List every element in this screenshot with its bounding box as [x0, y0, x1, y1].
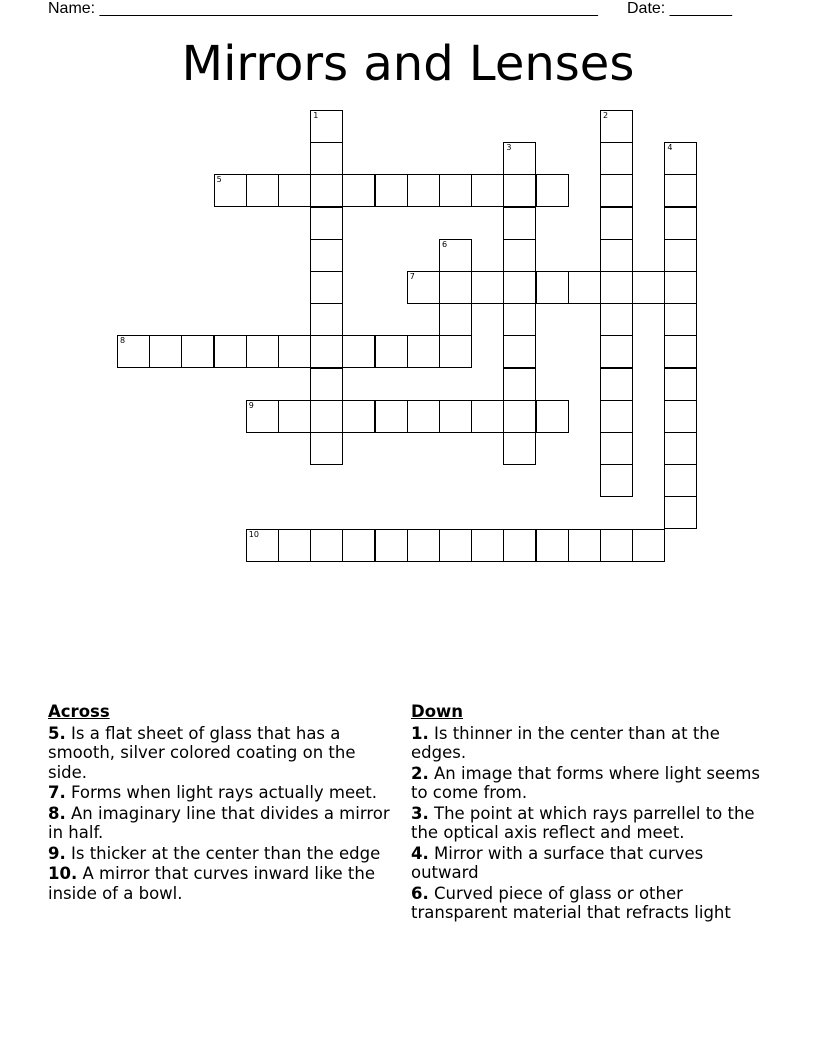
- grid-cell[interactable]: [310, 400, 343, 433]
- grid-cell[interactable]: [246, 335, 279, 368]
- grid-cell[interactable]: [600, 303, 633, 336]
- grid-cell[interactable]: [342, 335, 375, 368]
- grid-cell[interactable]: [375, 174, 408, 207]
- grid-cell[interactable]: [407, 335, 440, 368]
- clue-start-number: 3: [506, 143, 512, 153]
- grid-cell[interactable]: [407, 174, 440, 207]
- grid-cell[interactable]: [664, 432, 697, 465]
- grid-cell[interactable]: [503, 303, 536, 336]
- clue-number: 4.: [411, 843, 429, 863]
- grid-cell[interactable]: [246, 174, 279, 207]
- grid-cell[interactable]: [407, 529, 440, 562]
- grid-cell[interactable]: [342, 529, 375, 562]
- grid-cell[interactable]: [664, 239, 697, 272]
- clue-down-1: [411, 724, 771, 763]
- grid-cell[interactable]: [664, 303, 697, 336]
- clue-text: A mirror that curves inward like the inside of a bowl.: [48, 864, 376, 903]
- grid-cell[interactable]: [503, 400, 536, 433]
- clue-across-8: [48, 804, 393, 843]
- grid-cell[interactable]: [503, 368, 536, 401]
- grid-cell[interactable]: [439, 271, 472, 304]
- grid-cell[interactable]: [439, 239, 472, 272]
- down-clues: [411, 702, 771, 924]
- grid-cell[interactable]: [375, 400, 408, 433]
- grid-cell[interactable]: [407, 400, 440, 433]
- clue-number: 7.: [48, 783, 66, 802]
- grid-cell[interactable]: [310, 368, 343, 401]
- clue-text: Is thicker at the center than the edge: [71, 843, 381, 863]
- grid-cell[interactable]: [600, 174, 633, 207]
- grid-cell[interactable]: [664, 400, 697, 433]
- grid-cell[interactable]: [568, 529, 601, 562]
- grid-cell[interactable]: [278, 335, 311, 368]
- grid-cell[interactable]: [214, 335, 247, 368]
- clue-start-number: 2: [603, 111, 609, 120]
- grid-cell[interactable]: [117, 335, 150, 368]
- grid-cell[interactable]: [600, 464, 633, 497]
- clue-across-5: [48, 724, 393, 783]
- grid-cell[interactable]: [471, 529, 504, 562]
- across-heading: Across: [48, 702, 110, 721]
- grid-cell[interactable]: [246, 529, 279, 562]
- clue-down-2: [411, 764, 771, 803]
- clue-down-6: [411, 884, 771, 923]
- grid-cell[interactable]: [600, 207, 633, 240]
- grid-cell[interactable]: [664, 335, 697, 368]
- grid-cell[interactable]: [600, 271, 633, 304]
- grid-cell[interactable]: [310, 529, 343, 562]
- clue-down-4: [411, 844, 771, 883]
- grid-cell[interactable]: [181, 335, 214, 368]
- grid-cell[interactable]: [600, 335, 633, 368]
- grid-cell[interactable]: [503, 174, 536, 207]
- grid-cell[interactable]: [503, 271, 536, 304]
- grid-cell[interactable]: [600, 239, 633, 272]
- grid-cell[interactable]: [310, 239, 343, 272]
- grid-cell[interactable]: [664, 464, 697, 497]
- grid-cell[interactable]: [342, 400, 375, 433]
- clue-start-number: 1: [313, 111, 319, 120]
- grid-cell[interactable]: [310, 174, 343, 207]
- clue-start-number: 9: [248, 400, 254, 410]
- clue-number: 6.: [411, 883, 429, 903]
- clue-text: Is a flat sheet of glass that has a smooth, silver colored coating on the side.: [48, 723, 356, 782]
- grid-cell[interactable]: [600, 529, 633, 562]
- grid-cell[interactable]: [214, 174, 247, 207]
- clue-across-7: [48, 783, 393, 803]
- clue-text: Mirror with a surface that curves outward: [411, 843, 704, 882]
- grid-cell[interactable]: [310, 271, 343, 304]
- grid-cell[interactable]: [439, 400, 472, 433]
- grid-cell[interactable]: [310, 207, 343, 240]
- clue-number: 5.: [48, 723, 66, 743]
- grid-cell[interactable]: [375, 335, 408, 368]
- grid-cell[interactable]: [503, 432, 536, 465]
- clue-number: 8.: [48, 803, 66, 823]
- clue-start-number: 6: [442, 239, 448, 249]
- grid-cell[interactable]: [503, 529, 536, 562]
- page-title: Mirrors and Lenses: [181, 36, 635, 92]
- grid-cell[interactable]: [664, 142, 697, 175]
- grid-cell[interactable]: [310, 335, 343, 368]
- grid-cell[interactable]: [278, 529, 311, 562]
- clue-number: 2.: [411, 763, 429, 783]
- grid-cell[interactable]: [310, 432, 343, 465]
- grid-cell[interactable]: [600, 142, 633, 175]
- grid-cell[interactable]: [536, 271, 569, 304]
- grid-cell[interactable]: [632, 529, 665, 562]
- grid-cell[interactable]: [503, 142, 536, 175]
- grid-cell[interactable]: [664, 368, 697, 401]
- grid-cell[interactable]: [664, 207, 697, 240]
- grid-cell[interactable]: [439, 174, 472, 207]
- clue-number: 9.: [48, 843, 66, 863]
- grid-cell[interactable]: [503, 335, 536, 368]
- grid-cell[interactable]: [407, 271, 440, 304]
- clue-text: Forms when light rays actually meet.: [71, 783, 378, 802]
- clue-start-number: 5: [216, 175, 222, 185]
- clue-across-10: [48, 864, 393, 903]
- clue-number: 3.: [411, 803, 429, 823]
- grid-cell[interactable]: [503, 239, 536, 272]
- clue-start-number: 7: [409, 272, 415, 281]
- grid-cell[interactable]: [278, 174, 311, 207]
- clue-text: An image that forms where light seems to come from.: [411, 763, 760, 802]
- grid-cell[interactable]: [536, 174, 569, 207]
- grid-cell[interactable]: [471, 271, 504, 304]
- grid-cell[interactable]: [439, 529, 472, 562]
- grid-cell[interactable]: [632, 271, 665, 304]
- clue-across-9: [48, 844, 393, 864]
- clue-text: An imaginary line that divides a mirror in half.: [48, 803, 390, 842]
- clue-number: 1.: [411, 723, 429, 743]
- clue-down-3: [411, 804, 771, 843]
- clue-start-number: 10: [248, 529, 259, 539]
- grid-cell[interactable]: [310, 110, 343, 143]
- grid-cell[interactable]: [503, 207, 536, 240]
- grid-cell[interactable]: [375, 529, 408, 562]
- date-line: Date: _______: [627, 0, 732, 17]
- grid-cell[interactable]: [600, 432, 633, 465]
- grid-cell[interactable]: [536, 400, 569, 433]
- clue-start-number: 4: [667, 143, 673, 153]
- grid-cell[interactable]: [664, 174, 697, 207]
- clue-text: Curved piece of glass or other transparent material that refracts light: [411, 883, 731, 922]
- grid-cell[interactable]: [471, 174, 504, 207]
- grid-cell[interactable]: [600, 110, 633, 143]
- grid-cell[interactable]: [310, 142, 343, 175]
- grid-cell[interactable]: [310, 303, 343, 336]
- clue-number: 10.: [48, 864, 78, 883]
- name-line: Name: ________________________________________________________: [48, 0, 598, 17]
- grid-cell[interactable]: [278, 400, 311, 433]
- grid-cell[interactable]: [536, 529, 569, 562]
- clue-text: Is thinner in the center than at the edges.: [411, 723, 720, 762]
- grid-cell[interactable]: [471, 400, 504, 433]
- grid-cell[interactable]: [439, 335, 472, 368]
- down-heading: Down: [411, 702, 464, 721]
- grid-cell[interactable]: [149, 335, 182, 368]
- clue-text: The point at which rays parrellel to the the optical axis reflect and meet.: [411, 803, 755, 842]
- clue-start-number: 8: [120, 336, 126, 346]
- grid-cell[interactable]: [664, 271, 697, 304]
- grid-cell[interactable]: [568, 271, 601, 304]
- grid-cell[interactable]: [246, 400, 279, 433]
- grid-cell[interactable]: [439, 303, 472, 336]
- grid-cell[interactable]: [600, 368, 633, 401]
- grid-cell[interactable]: [600, 400, 633, 433]
- across-clues: [48, 702, 393, 904]
- grid-cell[interactable]: [664, 496, 697, 529]
- grid-cell[interactable]: [342, 174, 375, 207]
